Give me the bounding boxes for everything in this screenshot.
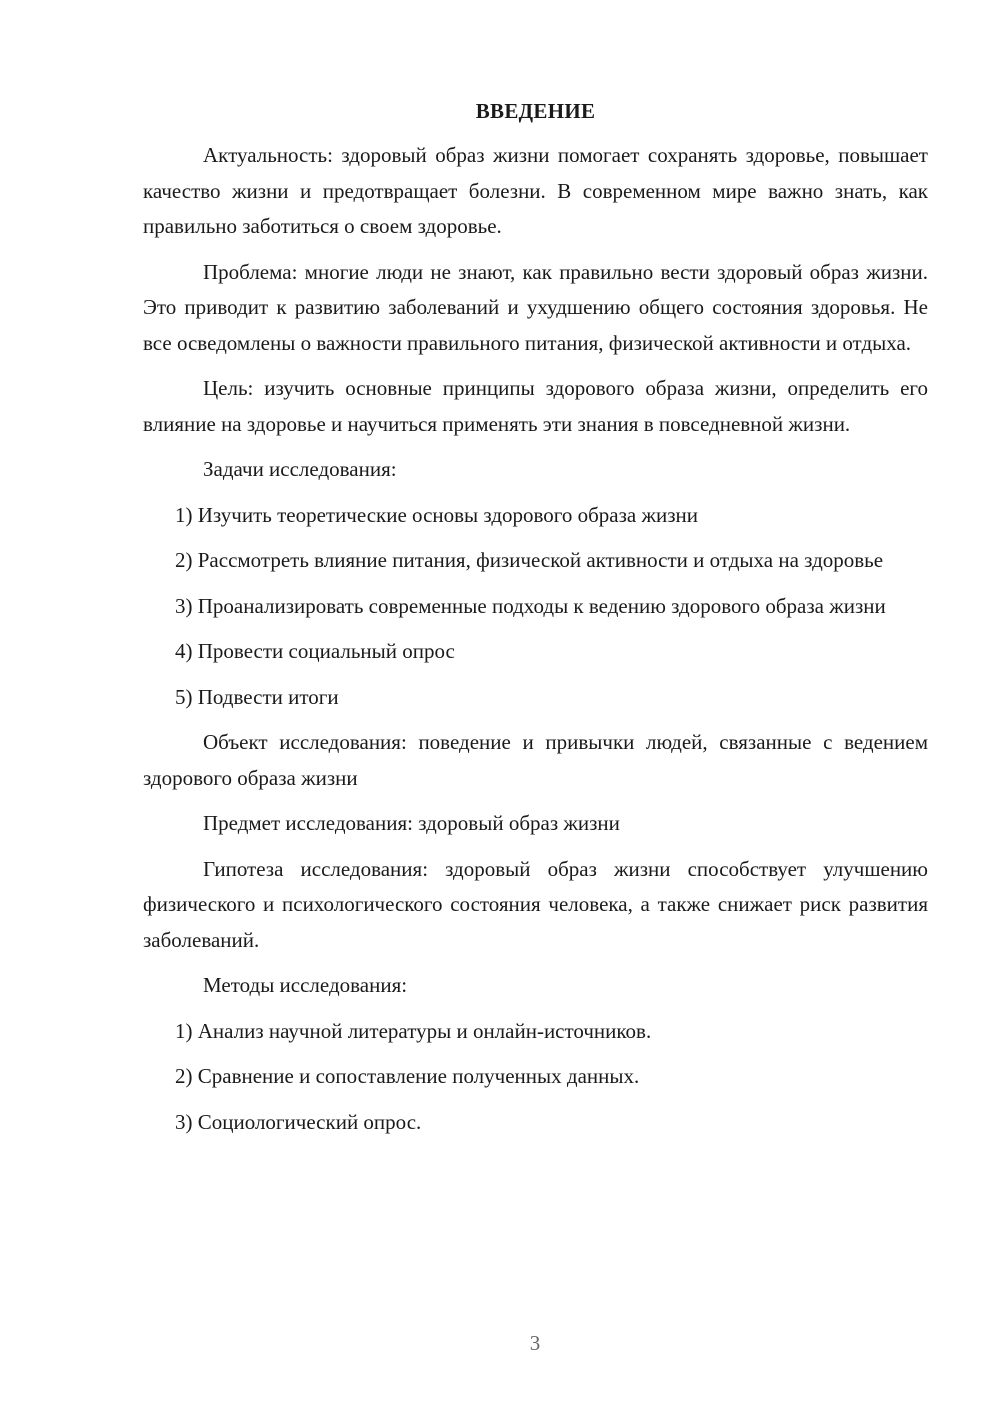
methods-heading: Методы исследования: [203, 973, 408, 997]
page-number: 3 [529, 1331, 541, 1355]
problem-paragraph: Проблема: многие люди не знают, как правильно вести здоровый образ жизни. Это приводит к развитию заболеваний и ухудшению общего состояния здоровья. Не все осведомлены о важности правильного питания, физической активности и отдыха. [143, 259, 928, 355]
section-title: ВВЕДЕНИЕ [475, 99, 596, 123]
document-page [143, 94, 928, 1150]
method-item: 1) Анализ научной литературы и онлайн-источников. [175, 1018, 652, 1043]
tasks-list [143, 498, 928, 716]
method-item: 3) Социологический опрос. [175, 1109, 422, 1134]
task-item: 2) Рассмотреть влияние питания, физической активности и отдыха на здоровье [175, 548, 884, 572]
relevance-paragraph: Актуальность: здоровый образ жизни помогает сохранять здоровье, повышает качество жизни и предотвращает болезни. В современном мире важно знать, как правильно заботиться о своем здоровье. [143, 143, 928, 238]
task-item: 4) Провести социальный опрос [175, 639, 455, 663]
object-paragraph: Объект исследования: поведение и привычки людей, связанные с ведением здорового образа жизни [143, 730, 928, 790]
task-item: 3) Проанализировать современные подходы к ведению здорового образа жизни [175, 593, 886, 618]
task-item: 1) Изучить теоретические основы здорового образа жизни [175, 502, 699, 527]
goal-paragraph: Цель: изучить основные принципы здорового образа жизни, определить его влияние на здоровье и научиться применять эти знания в повседневной жизни. [143, 376, 928, 436]
subject-paragraph: Предмет исследования: здоровый образ жизни [203, 811, 620, 835]
tasks-heading: Задачи исследования: [203, 457, 397, 481]
task-item: 5) Подвести итоги [175, 684, 339, 709]
method-item: 2) Сравнение и сопоставление полученных данных. [175, 1064, 640, 1088]
hypothesis-paragraph: Гипотеза исследования: здоровый образ жизни способствует улучшению физического и психологического состояния человека, а также снижает риск развития заболеваний. [143, 856, 928, 952]
methods-list [143, 1014, 928, 1141]
